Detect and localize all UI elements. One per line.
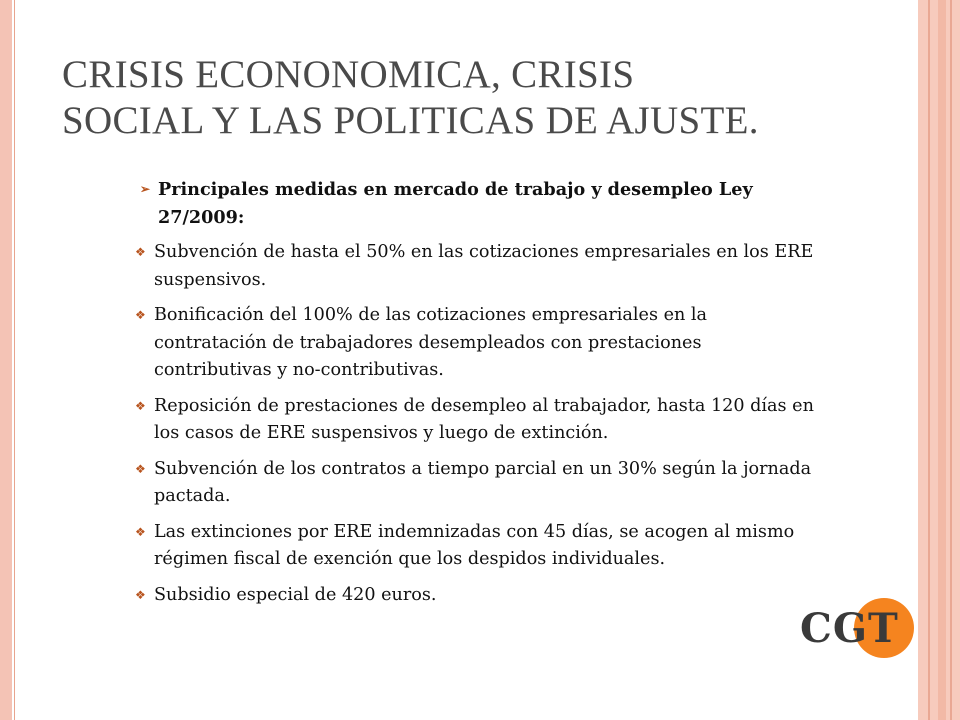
list-item bbox=[132, 302, 817, 385]
list-item-text: Las extinciones por ERE indemnizadas con 45 días, se acogen al mismo régimen fiscal de exención que los despidos individuales. bbox=[154, 521, 795, 569]
diamond-bullet-icon: ❖ bbox=[135, 461, 146, 476]
logo-text: CGT bbox=[800, 605, 899, 652]
left-border bbox=[0, 0, 12, 720]
list-item bbox=[132, 393, 817, 448]
list-heading bbox=[132, 176, 817, 231]
bullet-list bbox=[132, 176, 817, 617]
arrow-bullet-icon: ➢ bbox=[140, 182, 151, 196]
right-border bbox=[918, 0, 960, 720]
diamond-bullet-icon: ❖ bbox=[135, 524, 146, 539]
list-heading-text: Principales medidas en mercado de trabajo y desempleo Ley 27/2009: bbox=[158, 179, 753, 228]
list-item bbox=[132, 239, 817, 294]
list-item-text: Subvención de los contratos a tiempo parcial en un 30% según la jornada pactada. bbox=[154, 458, 812, 506]
list-item-text: Subsidio especial de 420 euros. bbox=[154, 584, 437, 605]
diamond-bullet-icon: ❖ bbox=[135, 308, 146, 322]
diamond-bullet-icon: ❖ bbox=[135, 245, 146, 259]
slide-title bbox=[62, 52, 882, 144]
list-item-text: Subvención de hasta el 50% en las cotizaciones empresariales en los ERE suspensivos. bbox=[154, 242, 814, 290]
list-item bbox=[132, 519, 817, 574]
list-item-text: Bonificación del 100% de las cotizaciones empresariales en la contratación de trabajadores desempleados con prestaciones contributivas y no-contributivas. bbox=[154, 305, 708, 380]
list-item-text: Reposición de prestaciones de desempleo al trabajador, hasta 120 días en los casos de ERE suspensivos y luego de extinción. bbox=[154, 395, 814, 443]
cgt-logo bbox=[800, 598, 920, 662]
diamond-bullet-icon: ❖ bbox=[135, 398, 146, 413]
title-line-2: SOCIAL Y LAS POLITICAS DE AJUSTE. bbox=[62, 99, 759, 142]
title-line-1: CRISIS ECONONOMICA, CRISIS bbox=[62, 53, 635, 96]
list-item bbox=[132, 456, 817, 511]
list-item bbox=[132, 582, 817, 610]
diamond-bullet-icon: ❖ bbox=[135, 587, 146, 602]
